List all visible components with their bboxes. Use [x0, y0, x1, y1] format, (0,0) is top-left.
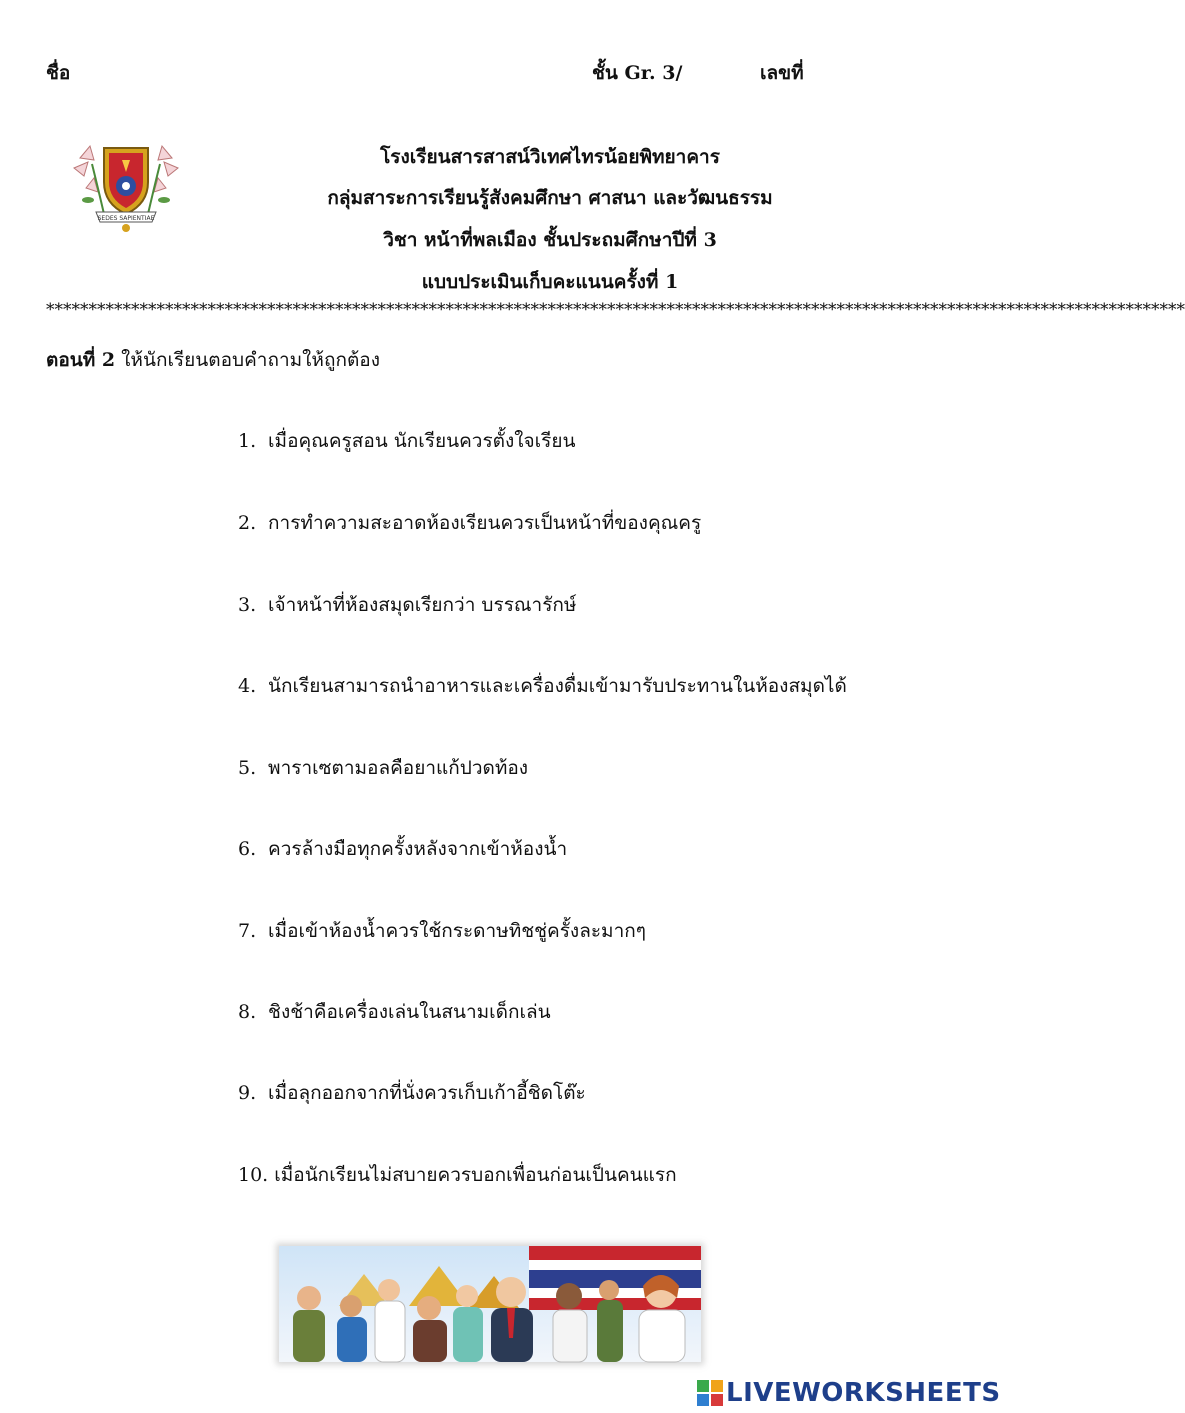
question-number: 2. [238, 512, 257, 534]
department-name: กลุ่มสาระการเรียนรู้สังคมศึกษา ศาสนา และวัฒนธรรม [327, 187, 773, 209]
lily-left-icon [74, 146, 104, 214]
question-item [238, 753, 528, 783]
liveworksheets-logo [697, 1378, 1001, 1408]
question-text: เจ้าหน้าที่ห้องสมุดเรียกว่า บรรณารักษ์ [268, 594, 577, 616]
name-label: ชื่อ [46, 62, 71, 84]
question-text: เมื่อลุกออกจากที่นั่งควรเก็บเก้าอี้ชิดโต๊ะ [268, 1082, 586, 1104]
question-number: 4. [238, 675, 257, 697]
question-number: 9. [238, 1082, 257, 1104]
question-item [238, 590, 576, 620]
question-item [238, 916, 646, 946]
question-item [238, 426, 576, 456]
instruction [46, 345, 380, 375]
school-logo [70, 138, 182, 234]
assessment-title: แบบประเมินเก็บคะแนนครั้งที่ 1 [421, 271, 679, 293]
question-text: เมื่อนักเรียนไม่สบายควรบอกเพื่อนก่อนเป็นคนแรก [274, 1164, 677, 1186]
question-text: เมื่อคุณครูสอน นักเรียนควรตั้งใจเรียน [268, 430, 576, 452]
subject-name: วิชา หน้าที่พลเมือง ชั้นประถมศึกษาปีที่ 3 [383, 229, 717, 251]
question-text: เมื่อเข้าห้องน้ำควรใช้กระดาษทิชชู่ครั้งละมากๆ [268, 920, 646, 942]
brand-name: LIVEWORKSHEETS [726, 1378, 1001, 1408]
instruction-text: ให้นักเรียนตอบคำถามให้ถูกต้อง [115, 349, 380, 371]
question-item [238, 508, 701, 538]
school-name: โรงเรียนสารสาสน์วิเทศไทรน้อยพิทยาคาร [380, 146, 720, 168]
logo-motto: SEDES SAPIENTIAE [97, 215, 155, 222]
class-label: ชั้น Gr. 3/ [592, 62, 683, 84]
number-label: เลขที่ [760, 62, 804, 84]
question-item [238, 671, 847, 701]
separator-line: ************************************************************************************************************************************** [46, 300, 1185, 320]
question-number: 3. [238, 594, 257, 616]
question-text: ชิงช้าคือเครื่องเล่นในสนามเด็กเล่น [268, 1001, 551, 1023]
question-number: 1. [238, 430, 257, 452]
question-number: 10. [238, 1164, 269, 1186]
question-number: 7. [238, 920, 257, 942]
instruction-part: ตอนที่ 2 [46, 349, 116, 371]
question-item [238, 834, 567, 864]
question-number: 8. [238, 1001, 257, 1023]
question-number: 5. [238, 757, 257, 779]
question-text: ควรล้างมือทุกครั้งหลังจากเข้าห้องน้ำ [268, 838, 568, 860]
question-item [238, 1160, 677, 1190]
question-text: พาราเซตามอลคือยาแก้ปวดท้อง [268, 757, 529, 779]
question-item [238, 997, 551, 1027]
question-number: 6. [238, 838, 257, 860]
question-text: นักเรียนสามารถนำอาหารและเครื่องดื่มเข้ามารับประทานในห้องสมุดได้ [268, 675, 847, 697]
lily-right-icon [148, 146, 178, 214]
occupations-banner [279, 1246, 701, 1362]
liveworksheets-icon [697, 1380, 723, 1406]
question-text: การทำความสะอาดห้องเรียนควรเป็นหน้าที่ของคุณครู [268, 512, 702, 534]
question-item [238, 1078, 586, 1108]
